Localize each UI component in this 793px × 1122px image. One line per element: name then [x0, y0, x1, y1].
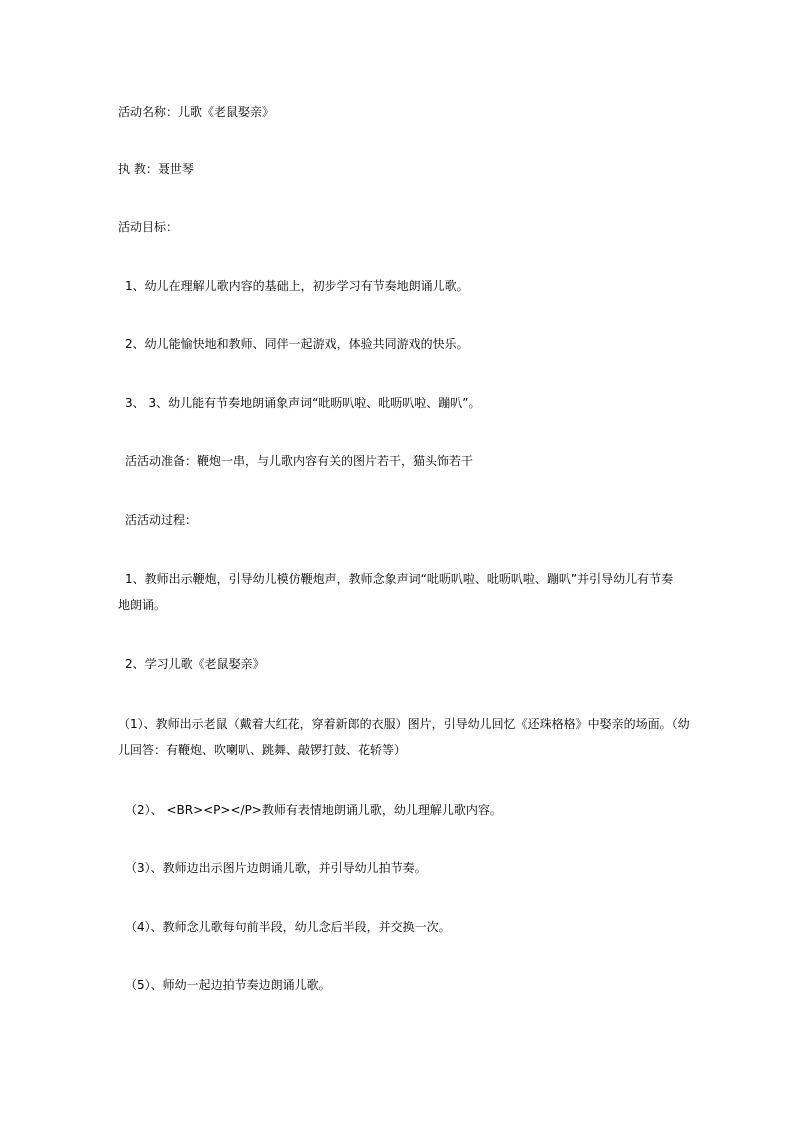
teacher-line: 执 教：聂世琴	[118, 162, 194, 176]
substep-5: （5）、师幼一起边拍节奏边朗诵儿歌。	[125, 978, 331, 992]
goal-item-2: 2、幼儿能愉快地和教师、同伴一起游戏，体验共同游戏的快乐。	[125, 337, 469, 351]
substep-4: （4）、教师念儿歌每句前半段，幼儿念后半段，并交换一次。	[125, 920, 451, 934]
substep-1: （1）、教师出示老鼠（戴着大红花，穿着新郎的衣服）图片，引导幼儿回忆《还珠格格》中娶亲的场面。（幼儿回答：有鞭炮、吹喇叭、跳舞、敲锣打鼓、花轿等）	[118, 717, 690, 757]
preparation-line: 活活动准备：鞭炮一串，与儿歌内容有关的图片若干，猫头饰若干	[125, 454, 474, 468]
goal-item-1: 1、幼儿在理解儿歌内容的基础上，初步学习有节奏地朗诵儿歌。	[125, 279, 469, 293]
step-2: 2、学习儿歌《老鼠娶亲》	[125, 657, 265, 671]
goal-item-3: 3、 3、幼儿能有节奏地朗诵象声词“吡呖叭啦、吡呖叭啦、蹦叭”。	[125, 396, 481, 410]
process-heading: 活活动过程：	[125, 513, 198, 527]
step-1: 1、教师出示鞭炮，引导幼儿模仿鞭炮声，教师念象声词“吡呖叭啦、吡呖叭啦、蹦叭”并引导幼儿有节奏地朗诵。	[118, 572, 674, 612]
substep-2: （2）、 <BR><P></P>教师有表情地朗诵儿歌，幼儿理解儿歌内容。	[125, 803, 502, 817]
substep-3: （3）、教师边出示图片边朗诵儿歌，并引导幼儿拍节奏。	[125, 861, 427, 875]
activity-name: 活动名称：儿歌《老鼠娶亲》	[118, 105, 275, 119]
goals-heading: 活动目标：	[118, 220, 179, 234]
